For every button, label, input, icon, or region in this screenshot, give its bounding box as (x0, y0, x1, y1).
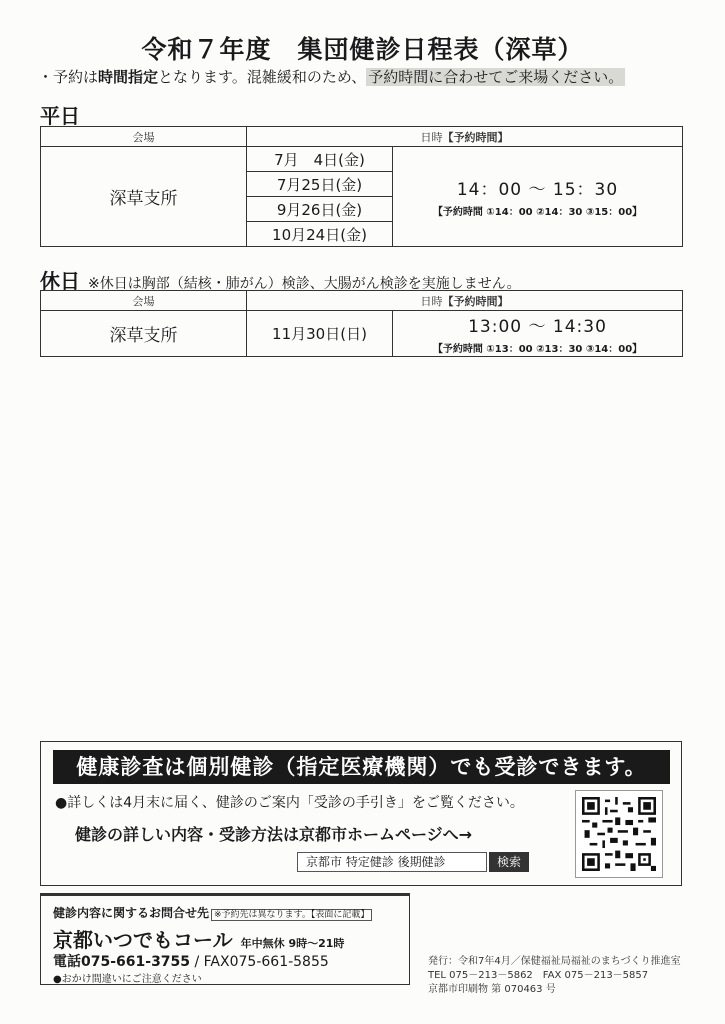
contact-hours: 年中無休 9時～21時 (240, 937, 345, 950)
contact-heading-note: ※予約先は異なります。【表面に記載】 (211, 909, 372, 921)
header-datetime: 日時【予約時間】 (247, 291, 683, 311)
contact-warning: ●おかけ間違いにご注意ください (53, 974, 202, 985)
contact-box (40, 893, 410, 985)
table-header-row (41, 291, 683, 311)
header-venue: 会場 (41, 291, 247, 311)
qr-code-graphic (582, 797, 656, 871)
reservation-notice (38, 66, 625, 87)
homepage-detail: 健診の詳しい内容・受診方法は京都市ホームページへ→ (75, 825, 473, 844)
qr-code-icon[interactable] (575, 790, 663, 878)
publisher-line-3: 京都市印刷物 第 070463 号 (428, 984, 556, 995)
contact-phone: 電話075-661-3755 / FAX075-661-5855 (53, 954, 329, 970)
reservation-times: 【予約時間 ①13：00 ②13：30 ③14：00】 (432, 344, 643, 355)
notice-middle: となります。混雑緩和のため、 (158, 68, 367, 86)
date-cell: 7月 4日(金) (247, 147, 393, 172)
notice-bold: 時間指定 (98, 68, 159, 86)
notice-prefix: ・予約は (38, 68, 99, 86)
publisher-line-2: TEL 075－213－5862 FAX 075－213－5857 (428, 970, 649, 981)
weekday-label: 平日 (40, 104, 80, 128)
guide-detail: ●詳しくは4月末に届く、健診のご案内「受診の手引き」をご覧ください。 (55, 795, 524, 811)
page-title: 令和７年度 集団健診日程表（深草） (141, 35, 584, 64)
header-datetime: 日時【予約時間】 (247, 127, 683, 147)
date-cell: 7月25日(金) (247, 172, 393, 197)
individual-checkup-info-box (40, 741, 682, 886)
reservation-times: 【予約時間 ①14：00 ②14：30 ③15：00】 (432, 207, 643, 218)
holiday-schedule-table (40, 290, 683, 357)
table-row (41, 311, 683, 357)
weekday-schedule-table (40, 126, 683, 247)
time-cell (393, 147, 683, 247)
date-cell: 10月24日(金) (247, 222, 393, 247)
time-cell (393, 311, 683, 357)
table-row (41, 147, 683, 172)
contact-heading: 健診内容に関するお問合せ先 ※予約先は異なります。【表面に記載】 (53, 904, 372, 921)
holiday-note: ※休日は胸部（結核・肺がん）検診、大腸がん検診を実施しません。 (88, 276, 521, 292)
time-range: 14：00 ～ 15：30 (456, 180, 619, 200)
holiday-title: 休日 (40, 269, 80, 293)
date-cell: 9月26日(金) (247, 197, 393, 222)
table-header-row (41, 127, 683, 147)
search-input[interactable]: 京都市 特定健診 後期健診 (297, 852, 487, 872)
date-cell: 11月30日(日) (247, 311, 393, 357)
venue-cell: 深草支所 (41, 311, 247, 357)
contact-name: 京都いつでもコール 年中無休 9時～21時 (53, 928, 345, 952)
header-venue: 会場 (41, 127, 247, 147)
info-banner: 健康診査は個別健診（指定医療機関）でも受診できます。 (53, 750, 670, 784)
contact-fax: / FAX075-661-5855 (190, 954, 329, 970)
notice-highlight: 予約時間に合わせてご来場ください。 (368, 68, 624, 86)
search-button[interactable]: 検索 (489, 852, 529, 872)
time-range: 13:00 ～ 14:30 (468, 317, 607, 337)
venue-cell: 深草支所 (41, 147, 247, 247)
publisher-line-1: 発行：令和7年4月／保健福祉局福祉のまちづくり推進室 (428, 956, 681, 967)
